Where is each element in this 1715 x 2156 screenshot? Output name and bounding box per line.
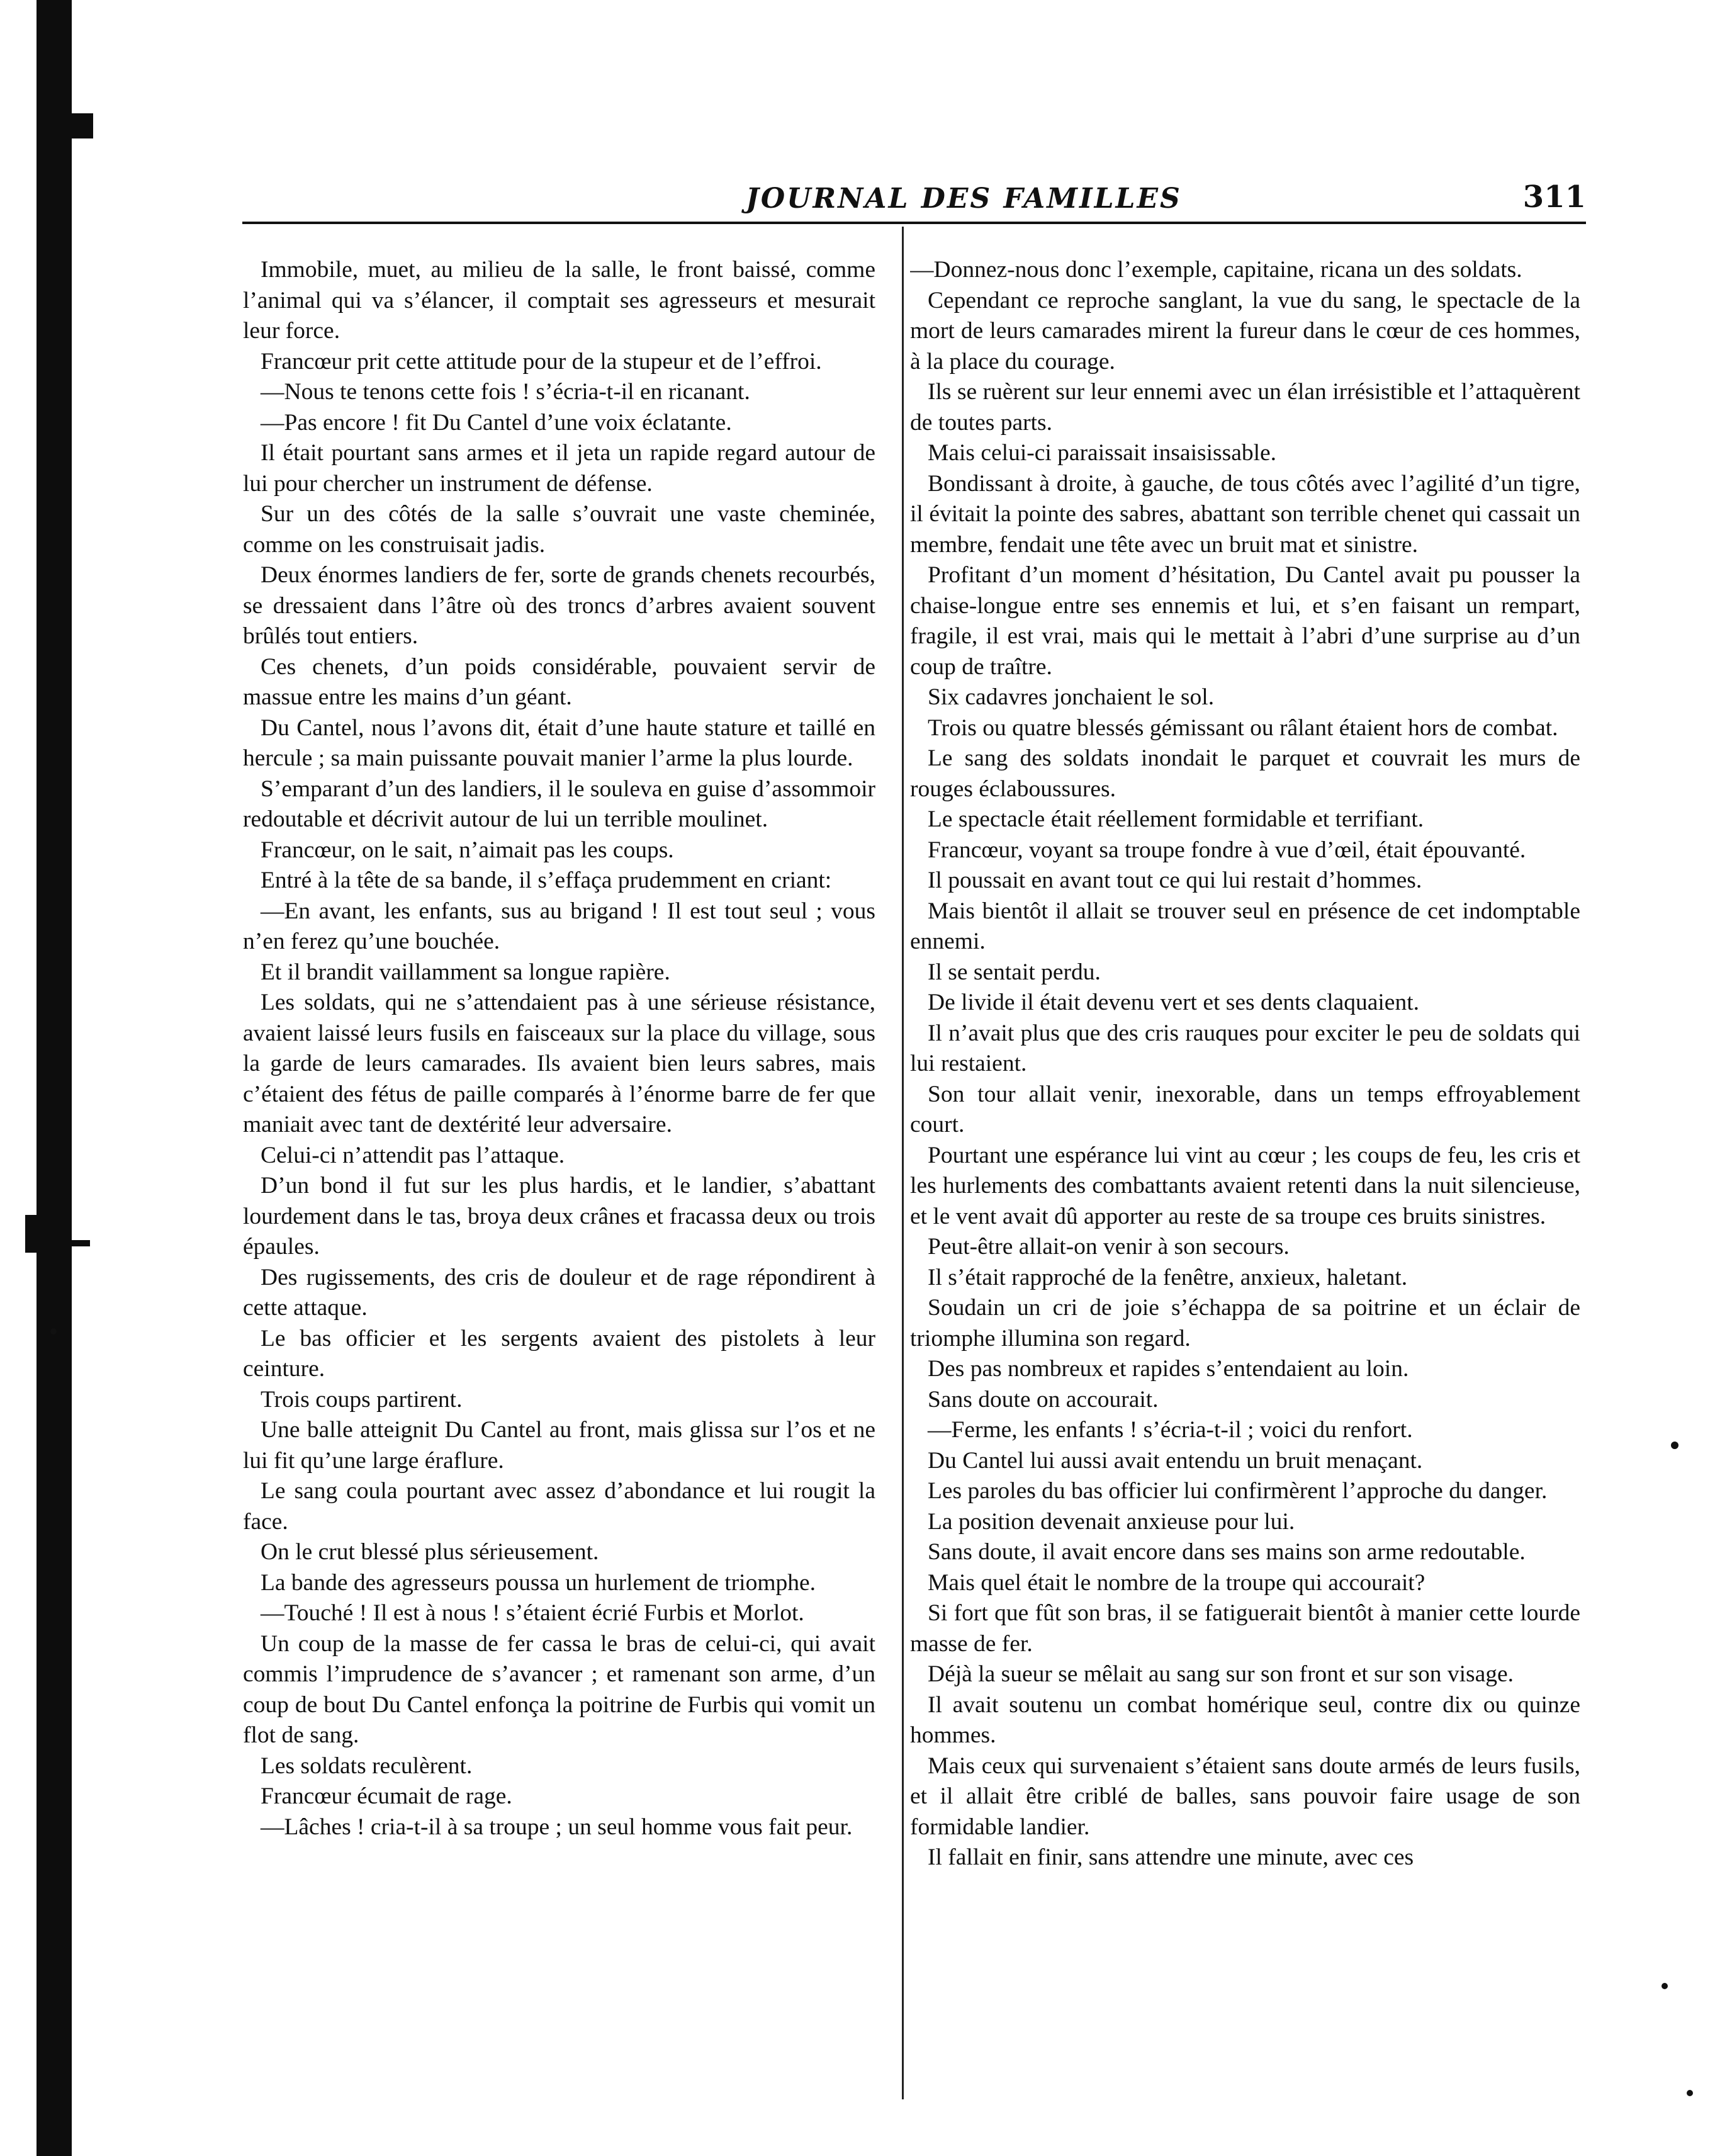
paragraph: Mais bientôt il allait se trouver seul en présence de cet indomptable ennemi.: [910, 898, 1580, 954]
paragraph: —Lâches ! cria-t-il à sa troupe ; un seul homme vous fait peur.: [261, 1814, 853, 1840]
paragraph: Francœur, on le sait, n’aimait pas les coups.: [261, 837, 674, 863]
paragraph: Il était pourtant sans armes et il jeta un rapide regard autour de lui pour chercher un instrument de défense.: [243, 440, 875, 497]
paragraph: On le crut blessé plus sérieusement.: [261, 1539, 599, 1565]
paragraph: Il s’était rapproché de la fenêtre, anxieux, haletant.: [928, 1264, 1408, 1290]
paragraph: Mais ceux qui survenaient s’étaient sans doute armés de leurs fusils, et il allait être criblé de balles, sans pouvoir faire usage de son formidable landier.: [910, 1752, 1580, 1840]
paragraph: Ces chenets, d’un poids considérable, pouvaient servir de massue entre les mains d’un géant.: [243, 653, 875, 710]
right-text-column: [910, 255, 1580, 2118]
paragraph: Deux énormes landiers de fer, sorte de grands chenets recourbés, se dressaient dans l’âtre où des troncs d’arbres avaient souvent brûlés tout entiers.: [243, 562, 875, 649]
paragraph: Sans doute on accourait.: [928, 1386, 1159, 1413]
paragraph: Il avait soutenu un combat homérique seul, contre dix ou quinze hommes.: [910, 1691, 1580, 1748]
paragraph: La position devenait anxieuse pour lui.: [928, 1508, 1295, 1535]
paragraph: Soudain un cri de joie s’échappa de sa poitrine et un éclair de triomphe illumina son regard.: [910, 1295, 1580, 1352]
paragraph: Profitant d’un moment d’hésitation, Du Cantel avait pu pousser la chaise-longue entre ses ennemis et lui, et s’en faisant un rempart, fragile, il est vrai, mais qui le mettait à l’abri d’une surprise au d’un coup de traître.: [910, 562, 1580, 680]
paragraph: Francœur écumait de rage.: [261, 1783, 512, 1809]
scan-speck: [1671, 1442, 1678, 1449]
paragraph: Et il brandit vaillamment sa longue rapière.: [261, 959, 670, 985]
scan-speck: [1662, 1983, 1668, 1989]
paragraph: Bondissant à droite, à gauche, de tous côtés avec l’agilité d’un tigre, il évitait la pointe des sabres, abattant son terrible chenet qui cassait un membre, fendait une tête avec un bruit mat et sinistre.: [910, 470, 1580, 558]
paragraph: Ils se ruèrent sur leur ennemi avec un élan irrésistible et l’attaquèrent de toutes parts.: [910, 379, 1580, 436]
page-binding-edge: [37, 0, 72, 2156]
binding-notch: [68, 1240, 90, 1246]
paragraph: Il se sentait perdu.: [928, 959, 1101, 985]
paragraph: Du Cantel, nous l’avons dit, était d’une haute stature et taillé en hercule ; sa main puissante pouvait manier l’arme la plus lourde.: [243, 714, 875, 771]
paragraph: Six cadavres jonchaient le sol.: [928, 684, 1215, 710]
paragraph: Peut-être allait-on venir à son secours.: [928, 1234, 1290, 1260]
paragraph: —Touché ! Il est à nous ! s’étaient écrié Furbis et Morlot.: [261, 1600, 804, 1626]
paragraph: Le spectacle était réellement formidable et terrifiant.: [928, 806, 1424, 832]
left-text-column: [243, 255, 875, 2118]
page-number: 311: [1522, 179, 1586, 215]
paragraph: Sans doute, il avait encore dans ses mains son arme redoutable.: [928, 1539, 1526, 1565]
running-title: JOURNAL DES FAMILLES: [746, 183, 1182, 215]
paragraph: —Ferme, les enfants ! s’écria-t-il ; voici du renfort.: [928, 1417, 1413, 1443]
scan-speck: [1687, 2090, 1693, 2096]
paragraph: —Pas encore ! fit Du Cantel d’une voix éclatante.: [261, 409, 732, 436]
paragraph: Mais celui-ci paraissait insaisissable.: [928, 440, 1277, 466]
paragraph: La bande des agresseurs poussa un hurlement de triomphe.: [261, 1569, 816, 1596]
paragraph: Un coup de la masse de fer cassa le bras de celui-ci, qui avait commis l’imprudence de s’avancer ; et ramenant son arme, d’un coup de bout Du Cantel enfonça la poitrine de Furbis qui vomit un flot de sang.: [243, 1630, 875, 1748]
header-rule: [242, 222, 1586, 224]
paragraph: Le sang coula pourtant avec assez d’abondance et lui rougit la face.: [243, 1478, 875, 1535]
binding-notch: [25, 1215, 44, 1253]
paragraph: Sur un des côtés de la salle s’ouvrait une vaste cheminée, comme on les construisait jadis.: [243, 501, 875, 558]
paragraph: De livide il était devenu vert et ses dents claquaient.: [928, 990, 1419, 1015]
paragraph: —Donnez-nous donc l’exemple, capitaine, ricana un des soldats.: [910, 257, 1522, 283]
binding-notch: [68, 113, 93, 138]
paragraph: Déjà la sueur se mêlait au sang sur son front et sur son visage.: [928, 1661, 1514, 1687]
paragraph: —En avant, les enfants, sus au brigand ! Il est tout seul ; vous n’en ferez qu’une bouchée.: [243, 898, 875, 954]
paragraph: Des rugissements, des cris de douleur et de rage répondirent à cette attaque.: [243, 1264, 875, 1321]
paragraph: Les paroles du bas officier lui confirmèrent l’approche du danger.: [928, 1478, 1548, 1504]
paragraph: Du Cantel lui aussi avait entendu un bruit menaçant.: [928, 1447, 1423, 1474]
page-header: [242, 179, 1586, 217]
paragraph: Des pas nombreux et rapides s’entendaient au loin.: [928, 1356, 1409, 1382]
paragraph: Les soldats reculèrent.: [261, 1752, 473, 1779]
paragraph: Francœur, voyant sa troupe fondre à vue d’œil, était épouvanté.: [928, 837, 1526, 863]
paragraph: Francœur prit cette attitude pour de la stupeur et de l’effroi.: [261, 348, 822, 375]
paragraph: S’emparant d’un des landiers, il le souleva en guise d’assommoir redoutable et décrivit autour de lui un terrible moulinet.: [243, 776, 875, 832]
paragraph: Son tour allait venir, inexorable, dans un temps effroyablement court.: [910, 1081, 1580, 1137]
paragraph: Il n’avait plus que des cris rauques pour exciter le peu de soldats qui lui restaient.: [910, 1020, 1580, 1076]
paragraph: —Nous te tenons cette fois ! s’écria-t-il en ricanant.: [261, 379, 750, 405]
paragraph: Mais quel était le nombre de la troupe qui accourait?: [928, 1569, 1425, 1596]
paragraph: Trois coups partirent.: [261, 1386, 463, 1413]
paragraph: Le sang des soldats inondait le parquet et couvrait les murs de rouges éclaboussures.: [910, 745, 1580, 802]
paragraph: Il fallait en finir, sans attendre une minute, avec ces: [928, 1844, 1414, 1870]
paragraph: Immobile, muet, au milieu de la salle, le front baissé, comme l’animal qui va s’élancer, il comptait ses agresseurs et mesurait leur force.: [243, 257, 875, 344]
scan-speck: [50, 1328, 57, 1335]
paragraph: Les soldats, qui ne s’attendaient pas à une sérieuse résistance, avaient laissé leurs fusils en faisceaux sur la place du village, sous la garde de leurs camarades. Ils avaient bien leurs sabres, mais c’étaient des fétus de paille comparés à l’énorme barre de fer que maniait avec tant de dextérité leur adversaire.: [243, 990, 875, 1137]
paragraph: Trois ou quatre blessés gémissant ou râlant étaient hors de combat.: [928, 714, 1558, 741]
paragraph: Pourtant une espérance lui vint au cœur ; les coups de feu, les cris et les hurlements des combattants avaient retenti dans la nuit silencieuse, et le vent avait dû apporter au reste de sa troupe ces bruits sinistres.: [910, 1142, 1580, 1229]
paragraph: D’un bond il fut sur les plus hardis, et le landier, s’abattant lourdement dans le tas, broya deux crânes et fracassa deux ou trois épaules.: [243, 1173, 875, 1260]
paragraph: Une balle atteignit Du Cantel au front, mais glissa sur l’os et ne lui fit qu’une large éraflure.: [243, 1417, 875, 1474]
paragraph: Celui-ci n’attendit pas l’attaque.: [261, 1142, 565, 1168]
paragraph: Entré à la tête de sa bande, il s’effaça prudemment en criant:: [261, 867, 832, 893]
column-divider: [902, 227, 904, 2099]
paragraph: Le bas officier et les sergents avaient des pistolets à leur ceinture.: [243, 1325, 875, 1382]
paragraph: Si fort que fût son bras, il se fatiguerait bientôt à manier cette lourde masse de fer.: [910, 1600, 1580, 1657]
paragraph: Il poussait en avant tout ce qui lui restait d’hommes.: [928, 867, 1422, 893]
paragraph: Cependant ce reproche sanglant, la vue du sang, le spectacle de la mort de leurs camarades mirent la fureur dans le cœur de ces hommes, à la place du courage.: [910, 287, 1580, 375]
